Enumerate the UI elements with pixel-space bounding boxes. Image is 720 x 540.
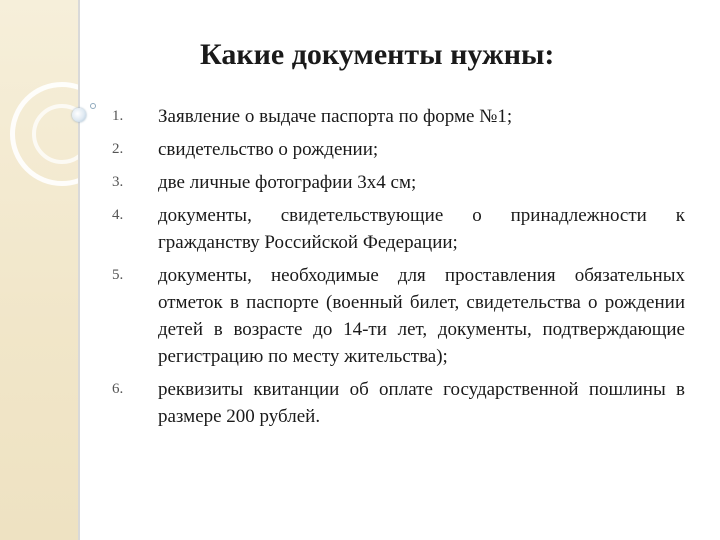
- list-item: [112, 262, 685, 370]
- sidebar-divider: [78, 0, 80, 540]
- list-item: [112, 103, 685, 130]
- list-item: [112, 169, 685, 196]
- decorative-bead-icon: [72, 108, 86, 122]
- list-item-text: свидетельство о рождении;: [158, 139, 379, 160]
- list-item-text: документы, необходимые для проставления обязательных отметок в паспорте (военный билет, свидетельства о рождении детей в возрасте до 14-ти лет, документы, подтверждающие регистрацию по месту жительства);: [158, 265, 685, 367]
- documents-list: [112, 103, 685, 436]
- list-item-text: реквизиты квитанции об оплате государственной пошлины в размере 200 рублей.: [158, 379, 685, 427]
- decorative-sidebar: [0, 0, 78, 540]
- list-item-text: Заявление о выдаче паспорта по форме №1;: [158, 106, 513, 127]
- decorative-ring-icon: [90, 103, 96, 109]
- list-item: [112, 376, 685, 430]
- list-item: [112, 202, 685, 256]
- list-item-text: документы, свидетельствующие о принадлежности к гражданству Российской Федерации;: [158, 205, 685, 253]
- list-item-number: 4.: [112, 207, 124, 223]
- slide-title: Какие документы нужны:: [200, 38, 555, 71]
- list-item-number: 1.: [112, 108, 124, 124]
- list-item-number: 2.: [112, 141, 124, 157]
- list-item-number: 5.: [112, 267, 124, 283]
- list-item-number: 3.: [112, 174, 124, 190]
- list-item: [112, 136, 685, 163]
- list-item-text: две личные фотографии 3х4 см;: [158, 172, 417, 193]
- list-item-number: 6.: [112, 381, 124, 397]
